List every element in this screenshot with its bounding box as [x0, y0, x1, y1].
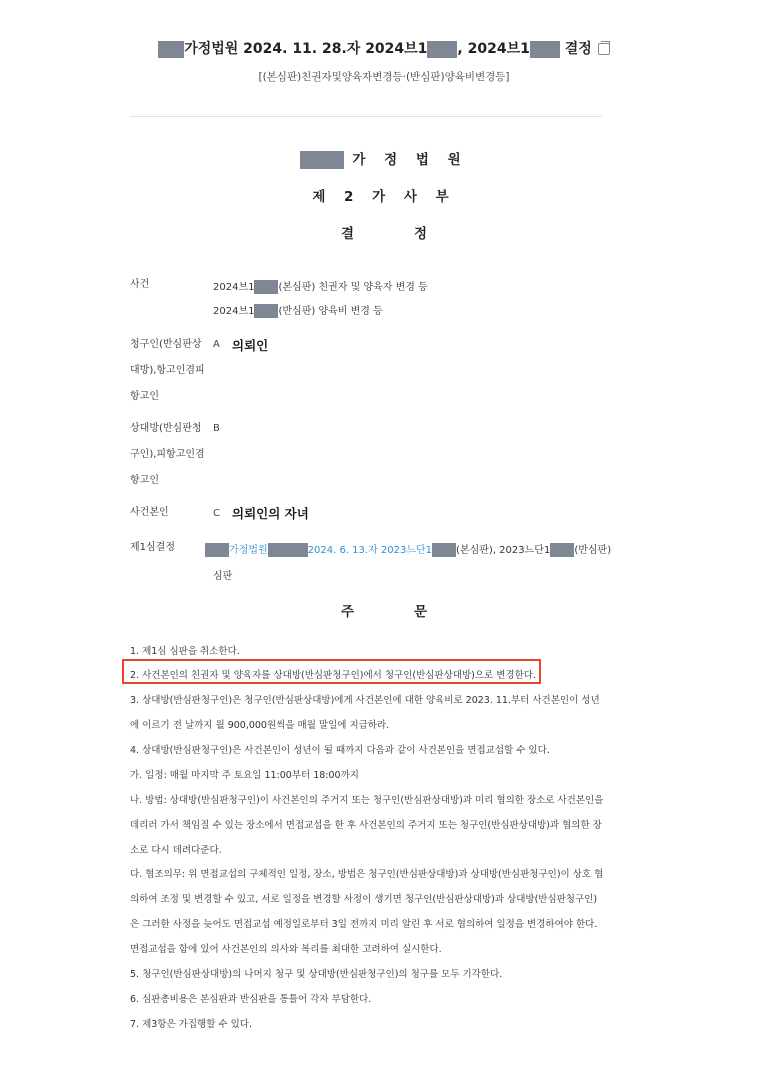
- petitioner-name: 의뢰인: [232, 338, 269, 353]
- principal-label: 사건본인: [130, 507, 169, 518]
- highlight-box: [122, 659, 541, 684]
- ruling-item: 소로 다시 데려다준다.: [130, 845, 222, 856]
- ruling-heading: [0, 600, 768, 620]
- case-number-prefix: 2024브1: [213, 282, 255, 293]
- ruling-char-2: 문: [414, 604, 428, 620]
- ruling-item: 3. 상대방(반심판청구인)은 청구인(반심판상대방)에게 사건본인에 대한 양육비로 2023. 11.부터 사건본인이 성년: [130, 695, 600, 706]
- redacted-case-number-2: [530, 41, 560, 58]
- redacted-court-name: [205, 543, 229, 557]
- petitioner-letter: A: [213, 339, 220, 350]
- ruling-item: 은 그러한 사정을 늦어도 면접교섭 예정일로부터 3일 전까지 미리 알린 후 서로 협의하여 일정을 변경하여야 한다.: [130, 919, 598, 930]
- case-label: 사건: [130, 279, 150, 290]
- label-line: 항고인: [130, 475, 159, 486]
- copy-icon[interactable]: [598, 43, 610, 55]
- respondent-letter: B: [213, 423, 220, 434]
- respondent-label: [130, 416, 208, 494]
- petitioner-label: [130, 332, 208, 410]
- redacted-court-name: [158, 41, 184, 58]
- ruling-char-1: 주: [340, 604, 354, 620]
- first-instance-link-date[interactable]: 2024. 6. 13.자 2023느단1: [307, 545, 433, 556]
- redacted-case-number: [254, 280, 278, 294]
- label-line: 청구인(반심판상: [130, 339, 202, 350]
- case-name: (본심판) 친권자 및 양육자 변경 등: [278, 282, 428, 293]
- redacted-case-number: [254, 304, 278, 318]
- redacted-case-number: [432, 543, 456, 557]
- ruling-item: 나. 방법: 상대방(반심판청구인)이 사건본인의 주거지 또는 청구인(반심판상대방)과 미리 협의한 장소로 사건본인을: [130, 795, 604, 806]
- ruling-item: 의하여 조정 및 변경할 수 있고, 서로 일정을 변경할 사정이 생기면 청구인(반심판상대방)과 상대방(반심판청구인): [130, 894, 598, 905]
- court-name: 가 정 법 원: [352, 152, 468, 168]
- ruling-item: 5. 청구인(반심판상대방)의 나머지 청구 및 상대방(반심판청구인)의 청구를 모두 기각한다.: [130, 969, 503, 980]
- decision-char-2: 정: [414, 226, 428, 242]
- case-line-1: [213, 278, 428, 294]
- label-line: 대방),항고인겸피: [130, 365, 205, 376]
- title-part3: 결정: [559, 41, 592, 57]
- ruling-item: 면접교섭을 함에 있어 사건본인의 의사와 복리를 최대한 고려하여 실시한다.: [130, 944, 442, 955]
- principal-letter: C: [213, 508, 220, 519]
- case-name: (반심판) 양육비 변경 등: [278, 306, 383, 317]
- department-heading: 제 2 가 사 부: [312, 189, 456, 205]
- court-heading: [0, 148, 768, 169]
- ruling-item-highlighted: 2. 사건본인의 친권자 및 양육자를 상대방(반심판청구인)에서 청구인(반심판상대방)으로 변경한다.: [130, 670, 536, 681]
- redacted-court-name: [300, 151, 344, 169]
- label-line: 항고인: [130, 391, 159, 402]
- case-line-2: [213, 302, 383, 318]
- ruling-item: 1. 제1심 심판을 취소한다.: [130, 646, 240, 657]
- first-instance-end: (반심판): [574, 545, 612, 556]
- ruling-item: 다. 협조의무: 위 면접교섭의 구체적인 일정, 장소, 방법은 청구인(반심판상대방)과 상대방(반심판청구인)이 상호 협: [130, 869, 604, 880]
- principal-name: 의뢰인의 자녀: [232, 506, 309, 521]
- redacted-court-name: [268, 543, 308, 557]
- ruling-item: 6. 심판총비용은 본심판과 반심판을 통틀어 각자 부담한다.: [130, 994, 372, 1005]
- divider: [130, 116, 602, 117]
- ruling-item: 에 이르기 전 날까지 월 900,000원씩을 매월 말일에 지급하라.: [130, 720, 390, 731]
- label-line: 상대방(반심판청: [130, 423, 202, 434]
- title-part2: , 2024브1: [457, 41, 530, 57]
- first-instance-mid: (본심판), 2023느단1: [456, 545, 551, 556]
- ruling-item: 가. 일정: 매월 마지막 주 토요일 11:00부터 18:00까지: [130, 770, 359, 781]
- ruling-item: 데리러 가서 책임질 수 있는 장소에서 면접교섭을 한 후 사건본인의 주거지 또는 청구인(반심판상대방)과 협의한 장: [130, 820, 602, 831]
- label-line: 구인),피항고인겸: [130, 449, 205, 460]
- first-instance-label: 제1심결정: [130, 542, 176, 553]
- ruling-item: 4. 상대방(반심판청구인)은 사건본인이 성년이 될 때까지 다음과 같이 사건본인을 면접교섭할 수 있다.: [130, 745, 550, 756]
- case-title: [0, 38, 768, 58]
- case-subtitle: [(본심판)친권자및양육자변경등·(반심판)양육비변경등]: [258, 71, 510, 83]
- decision-char-1: 결: [340, 226, 354, 242]
- ruling-item: 7. 제3항은 가집행할 수 있다.: [130, 1019, 252, 1030]
- first-instance-link-court[interactable]: 가정법원: [229, 545, 268, 556]
- title-part1: 가정법원 2024. 11. 28.자 2024브1: [184, 41, 428, 57]
- case-number-prefix: 2024브1: [213, 306, 255, 317]
- first-instance-line-1: [205, 541, 611, 557]
- redacted-case-number: [550, 543, 574, 557]
- first-instance-line-2: 심판: [213, 571, 233, 582]
- decision-heading: [0, 222, 768, 242]
- redacted-case-number-1: [427, 41, 457, 58]
